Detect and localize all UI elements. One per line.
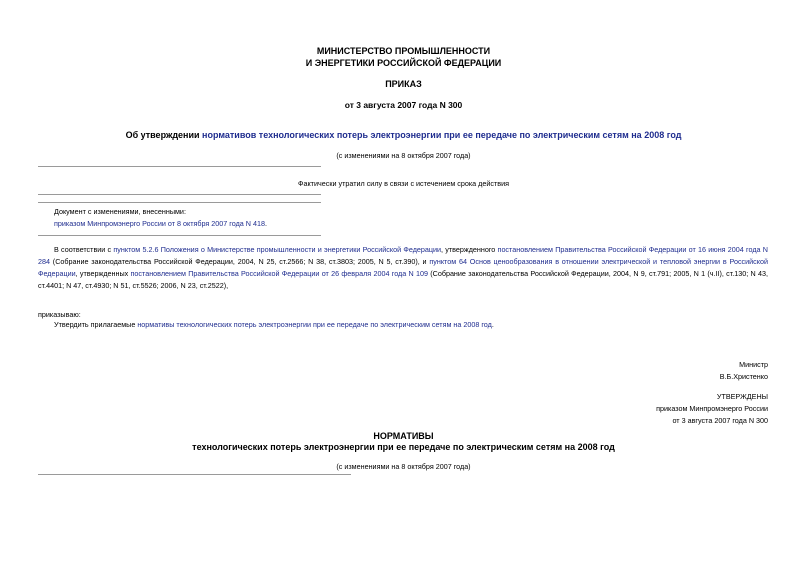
norms-subtitle: технологических потерь электроэнергии при ее передаче по электрическим сетям на 2008 год (192, 442, 615, 452)
preamble-paragraph (38, 244, 768, 292)
norms-title: НОРМАТИВЫ (373, 431, 434, 441)
divider (38, 166, 321, 167)
approve-paragraph (54, 319, 494, 331)
doc-title-link[interactable]: нормативов технологических потерь электроэнергии при ее передаче по электрическим сетям на 2008 год (202, 130, 682, 140)
approve-link-norms[interactable]: нормативы технологических потерь электроэнергии при ее передаче по электрическим сетям на 2008 год (137, 320, 492, 329)
ministry-name (0, 45, 807, 69)
preamble-text: (Собрание законодательства Российской Федерации, 2004, N 9, ст.791; 2005, N 1 (ч.II), ст.130; N 43, ст.4401; N 47, ст.4930; N 51, ст.5526; 2006, N 23, ст.2522), (38, 269, 768, 290)
divider (38, 474, 351, 475)
ministry-line-1: МИНИСТЕРСТВО ПРОМЫШЛЕННОСТИ (316, 46, 491, 56)
approved-line-3: от 3 августа 2007 года N 300 (672, 416, 768, 425)
signature-block (720, 359, 768, 383)
divider (38, 235, 321, 236)
divider (38, 202, 321, 203)
changes-link[interactable]: приказом Минпромэнерго России от 8 октября 2007 года N 418 (54, 219, 265, 228)
approved-line-1: УТВЕРЖДЕНЫ (716, 392, 768, 401)
approve-text: Утвердить прилагаемые (54, 320, 138, 329)
signature-position: Министр (739, 360, 768, 369)
divider (38, 194, 321, 195)
approve-text: . (491, 320, 494, 329)
approved-block (656, 391, 768, 427)
preamble-link-resolution-284[interactable]: постановлением Правительства Российской Федерации от 16 июня 2004 года N 284 (38, 245, 768, 266)
amendment-note: (с изменениями на 8 октября 2007 года) (336, 151, 471, 160)
signature-name: В.Б.Христенко (719, 372, 768, 381)
preamble-link-regulation[interactable]: пунктом 5.2.6 Положения о Министерстве промышленности и энергетики Российской Федерации (113, 245, 442, 254)
doc-date-number: от 3 августа 2007 года N 300 (344, 100, 463, 110)
changes-block (54, 206, 267, 230)
preamble-text: (Собрание законодательства Российской Федерации, 2004, N 25, ст.2566; N 38, ст.3803; 2005, N 5, ст.390), и (50, 257, 430, 266)
preamble-link-pricing-basics[interactable]: пунктом 64 Основ ценообразования в отношении электрической и тепловой энергии в Российской Федерации (38, 257, 769, 278)
doc-title-prefix: Об утверждении (125, 130, 203, 140)
ministry-line-2: И ЭНЕРГЕТИКИ РОССИЙСКОЙ ФЕДЕРАЦИИ (305, 58, 502, 68)
doc-type: ПРИКАЗ (385, 79, 422, 89)
doc-title (0, 130, 807, 140)
norms-amendment-note: (с изменениями на 8 октября 2007 года) (336, 462, 471, 471)
changes-label: Документ с изменениями, внесенными: (54, 207, 186, 216)
approved-line-2: приказом Минпромэнерго России (656, 404, 768, 413)
preamble-text: , утвержденных (75, 269, 131, 278)
preamble-link-resolution-109[interactable]: постановлением Правительства Российской Федерации от 26 февраля 2004 года N 109 (130, 269, 428, 278)
changes-period: . (264, 219, 267, 228)
preamble-text: , утвержденного (441, 245, 498, 254)
status-note: Фактически утратил силу в связи с истечением срока действия (298, 179, 509, 188)
order-word: приказываю: (38, 310, 81, 319)
preamble-text: В соответствии с (54, 245, 114, 254)
norms-heading (0, 431, 807, 453)
